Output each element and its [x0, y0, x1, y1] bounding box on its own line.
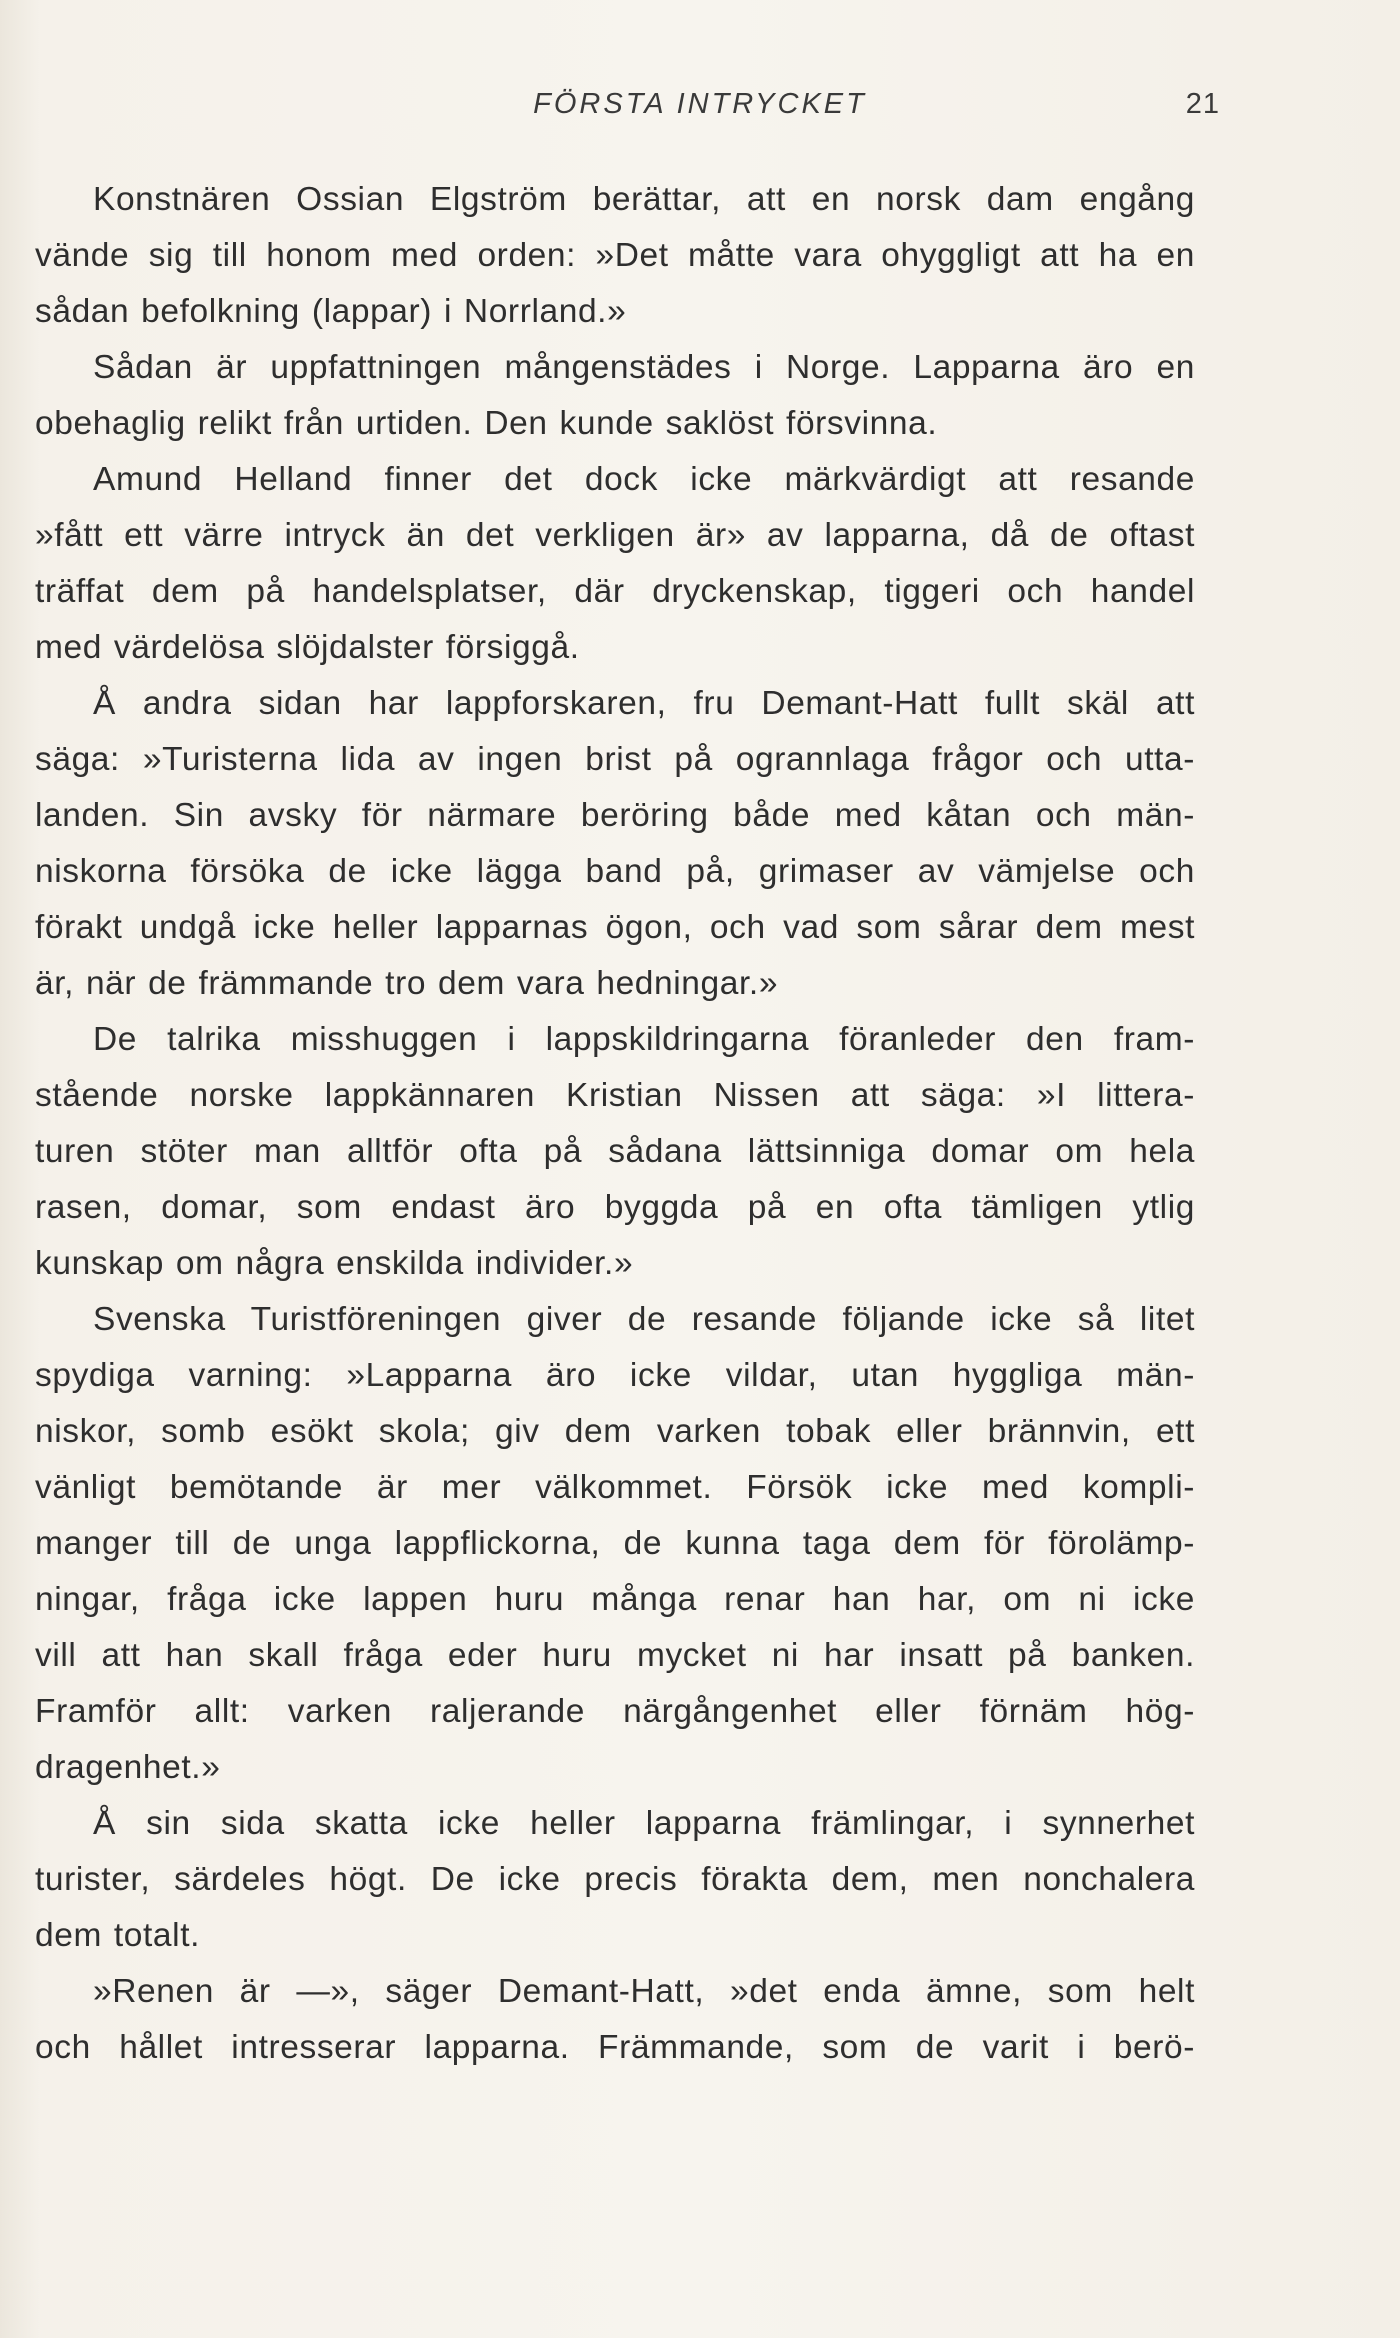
text-line: De talrika misshuggen i lappskildringarna föranleder den fram-	[93, 1021, 1195, 1058]
text-line: Å andra sidan har lappforskaren, fru Demant-Hatt fullt skäl att	[93, 685, 1195, 722]
text-line: turister, särdeles högt. De icke precis förakta dem, men nonchalera	[35, 1861, 1195, 1898]
text-line: och hållet intresserar lapparna. Främmande, som de varit i berö-	[35, 2029, 1195, 2066]
text-line: manger till de unga lappflickorna, de kunna taga dem för förolämp-	[35, 1525, 1195, 1562]
body-text	[35, 172, 1195, 2076]
text-line: dem totalt.	[35, 1917, 201, 1954]
text-line: Framför allt: varken raljerande närgångenhet eller förnäm hög-	[35, 1693, 1195, 1730]
text-line: landen. Sin avsky för närmare beröring både med kåtan och män-	[35, 797, 1195, 834]
text-line: spydiga varning: »Lapparna äro icke vildar, utan hyggliga män-	[35, 1357, 1195, 1394]
text-line: vill att han skall fråga eder huru mycket ni har insatt på banken.	[35, 1637, 1195, 1674]
text-line: Amund Helland finner det dock icke märkvärdigt att resande	[93, 461, 1195, 498]
text-line: »Renen är —», säger Demant-Hatt, »det enda ämne, som helt	[93, 1973, 1195, 2010]
text-line: rasen, domar, som endast äro byggda på en ofta tämligen ytlig	[35, 1189, 1195, 1226]
text-line: säga: »Turisterna lida av ingen brist på ogrannlaga frågor och utta-	[35, 741, 1195, 778]
text-line: Svenska Turistföreningen giver de resande följande icke så litet	[93, 1301, 1195, 1338]
text-line: stående norske lappkännaren Kristian Nissen att säga: »I littera-	[35, 1077, 1195, 1114]
page-header	[0, 88, 1400, 128]
text-line: Å sin sida skatta icke heller lapparna främlingar, i synnerhet	[93, 1805, 1195, 1842]
text-line: träffat dem på handelsplatser, där dryckenskap, tiggeri och handel	[35, 573, 1195, 610]
text-line: vände sig till honom med orden: »Det måtte vara ohyggligt att ha en	[35, 237, 1195, 274]
page-number: 21	[1185, 88, 1220, 120]
text-line: niskorna försöka de icke lägga band på, grimaser av vämjelse och	[35, 853, 1195, 890]
text-line: obehaglig relikt från urtiden. Den kunde saklöst försvinna.	[35, 405, 938, 442]
text-line: ningar, fråga icke lappen huru många renar han har, om ni icke	[35, 1581, 1195, 1618]
text-line: turen stöter man alltför ofta på sådana lättsinniga domar om hela	[35, 1133, 1195, 1170]
text-line: sådan befolkning (lappar) i Norrland.»	[35, 293, 627, 330]
text-line: med värdelösa slöjdalster försiggå.	[35, 629, 580, 666]
text-line: Sådan är uppfattningen mångenstädes i Norge. Lapparna äro en	[93, 349, 1195, 386]
text-line: niskor, somb esökt skola; giv dem varken tobak eller brännvin, ett	[35, 1413, 1195, 1450]
text-line: är, när de främmande tro dem vara hedningar.»	[35, 965, 779, 1002]
text-line: Konstnären Ossian Elgström berättar, att en norsk dam engång	[93, 181, 1195, 218]
text-line: förakt undgå icke heller lapparnas ögon, och vad som sårar dem mest	[35, 909, 1195, 946]
text-line: kunskap om några enskilda individer.»	[35, 1245, 634, 1282]
text-line: »fått ett värre intryck än det verkligen är» av lapparna, då de oftast	[35, 517, 1195, 554]
text-line: vänligt bemötande är mer välkommet. Försök icke med kompli-	[35, 1469, 1195, 1506]
running-head: FÖRSTA INTRYCKET	[533, 88, 867, 120]
text-line: dragenhet.»	[35, 1749, 221, 1786]
